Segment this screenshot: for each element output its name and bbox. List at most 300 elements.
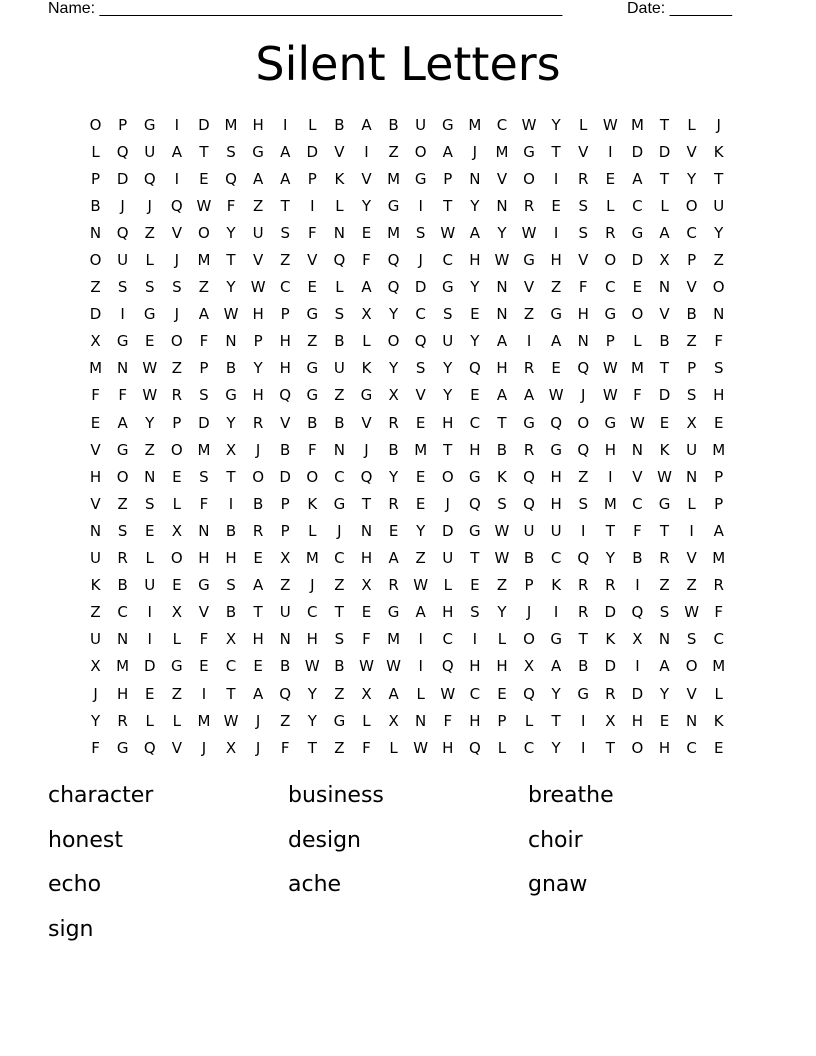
grid-letter: O	[441, 467, 454, 486]
grid-letter: U	[442, 549, 454, 568]
grid-letter: S	[686, 630, 697, 649]
grid-letter: B	[523, 549, 535, 568]
grid-letter: M	[224, 115, 238, 134]
grid-letter: Z	[171, 359, 182, 378]
grid-letter: I	[553, 603, 559, 622]
grid-letter: H	[252, 630, 264, 649]
grid-letter: F	[307, 223, 317, 242]
grid-letter: Q	[387, 251, 400, 270]
grid-letter: Y	[307, 711, 317, 730]
grid-letter: B	[578, 657, 589, 676]
grid-letter: Y	[388, 467, 399, 486]
grid-letter: H	[252, 115, 264, 134]
grid-letter: J	[472, 142, 478, 161]
grid-letter: H	[713, 386, 725, 405]
grid-letter: O	[523, 630, 535, 649]
grid-letter: T	[659, 169, 670, 188]
grid-letter: D	[441, 521, 454, 540]
grid-letter: Q	[523, 467, 535, 486]
grid-letter: S	[713, 359, 724, 378]
grid-letter: B	[334, 413, 345, 432]
grid-letter: Q	[143, 169, 156, 188]
grid-letter: Y	[90, 711, 101, 730]
grid-letter: G	[116, 738, 129, 757]
grid-letter: M	[468, 115, 482, 134]
grid-letter: D	[658, 142, 671, 161]
grid-letter: K	[361, 359, 372, 378]
grid-letter: L	[416, 684, 425, 703]
grid-letter: D	[116, 169, 129, 188]
grid-letter: N	[333, 440, 345, 459]
grid-letter: W	[223, 305, 239, 324]
grid-letter: E	[659, 413, 670, 432]
grid-letter: I	[526, 332, 532, 351]
grid-letter: L	[687, 115, 696, 134]
grid-letter: I	[147, 630, 152, 649]
grid-letter: S	[144, 494, 155, 513]
grid-letter: G	[604, 305, 617, 324]
grid-letter: T	[253, 603, 263, 622]
grid-letter: N	[117, 359, 129, 378]
grid-letter: O	[116, 467, 129, 486]
word-list-item: choir	[528, 827, 583, 853]
grid-letter: E	[388, 521, 399, 540]
grid-letter: G	[171, 657, 183, 676]
grid-letter: A	[171, 142, 182, 161]
grid-letter: S	[470, 603, 480, 622]
grid-letter: M	[305, 549, 319, 568]
grid-letter: G	[414, 169, 427, 188]
grid-letter: E	[172, 467, 182, 486]
word-list-item: honest	[48, 827, 123, 853]
grid-letter: H	[306, 630, 318, 649]
grid-letter: I	[310, 196, 315, 215]
grid-letter: P	[443, 169, 453, 188]
grid-letter: W	[440, 223, 456, 242]
grid-letter: V	[632, 467, 643, 486]
grid-letter: Q	[387, 278, 400, 297]
grid-letter: K	[605, 630, 616, 649]
grid-letter: H	[442, 738, 454, 757]
grid-letter: V	[659, 305, 670, 324]
grid-letter: Q	[468, 494, 481, 513]
grid-letter: D	[143, 657, 156, 676]
grid-letter: L	[524, 711, 534, 730]
grid-letter: V	[334, 142, 345, 161]
grid-letter: H	[496, 657, 508, 676]
grid-letter: H	[279, 359, 291, 378]
grid-letter: C	[415, 305, 426, 324]
grid-letter: W	[657, 467, 672, 486]
grid-letter: Z	[280, 251, 291, 270]
grid-letter: C	[550, 549, 562, 568]
grid-letter: H	[577, 305, 589, 324]
word-list-item: ache	[288, 872, 342, 897]
grid-letter: P	[253, 332, 263, 351]
grid-letter: O	[523, 169, 535, 188]
grid-letter: E	[144, 684, 155, 703]
grid-letter: C	[307, 603, 318, 622]
grid-letter: S	[497, 494, 507, 513]
grid-letter: C	[713, 630, 724, 649]
grid-letter: S	[659, 603, 670, 622]
grid-letter: F	[362, 630, 371, 649]
grid-letter: F	[443, 711, 453, 730]
grid-letter: C	[117, 603, 128, 622]
grid-letter: H	[198, 549, 210, 568]
grid-letter: D	[198, 413, 210, 432]
grid-letter: B	[496, 440, 508, 459]
grid-letter: A	[280, 169, 291, 188]
grid-letter: T	[551, 142, 561, 161]
grid-letter: Y	[687, 169, 697, 188]
grid-letter: O	[170, 440, 183, 459]
grid-letter: N	[496, 305, 508, 324]
grid-letter: X	[225, 440, 237, 459]
grid-letter: A	[280, 142, 291, 161]
grid-letter: V	[280, 413, 291, 432]
grid-letter: Z	[144, 223, 155, 242]
grid-letter: G	[550, 630, 562, 649]
grid-letter: Q	[550, 413, 563, 432]
grid-letter: Z	[659, 576, 670, 595]
grid-letter: W	[494, 251, 510, 270]
grid-letter: Q	[468, 359, 481, 378]
grid-letter: J	[147, 196, 152, 215]
grid-letter: Q	[143, 738, 156, 757]
grid-letter: Z	[280, 576, 291, 595]
grid-letter: V	[307, 251, 318, 270]
grid-letter: W	[440, 684, 456, 703]
grid-letter: S	[334, 305, 345, 324]
grid-letter: H	[550, 494, 562, 513]
grid-letter: T	[605, 521, 615, 540]
grid-letter: J	[174, 251, 180, 270]
grid-letter: I	[418, 630, 423, 649]
grid-letter: F	[362, 738, 371, 757]
grid-letter: N	[631, 440, 644, 459]
grid-letter: T	[199, 142, 209, 161]
grid-letter: G	[198, 576, 210, 595]
grid-letter: Z	[117, 494, 128, 513]
grid-letter: B	[117, 576, 128, 595]
grid-letter: L	[389, 738, 398, 757]
grid-letter: T	[307, 738, 317, 757]
grid-letter: N	[685, 467, 698, 486]
grid-letter: Z	[198, 278, 210, 297]
grid-letter: Y	[470, 332, 480, 351]
grid-letter: N	[89, 521, 102, 540]
grid-letter: E	[361, 603, 372, 622]
grid-letter: G	[333, 494, 346, 513]
grid-letter: X	[171, 603, 182, 622]
grid-letter: P	[280, 521, 290, 540]
grid-letter: S	[144, 278, 155, 297]
grid-letter: X	[171, 521, 182, 540]
grid-letter: W	[602, 386, 618, 405]
grid-letter: X	[686, 413, 697, 432]
grid-letter: B	[388, 440, 399, 459]
grid-letter: G	[306, 305, 319, 324]
grid-letter: S	[686, 386, 697, 405]
grid-letter: C	[605, 278, 616, 297]
grid-letter: E	[605, 169, 616, 188]
grid-letter: N	[117, 630, 129, 649]
grid-letter: H	[469, 440, 481, 459]
grid-letter: A	[252, 169, 264, 188]
grid-letter: I	[581, 521, 586, 540]
grid-letter: O	[198, 223, 210, 242]
grid-letter: C	[686, 223, 697, 242]
grid-letter: L	[443, 576, 452, 595]
grid-letter: G	[523, 142, 535, 161]
grid-letter: G	[116, 332, 129, 351]
grid-letter: Q	[441, 657, 454, 676]
grid-letter: D	[306, 142, 319, 161]
grid-letter: S	[415, 223, 426, 242]
grid-letter: Y	[443, 359, 453, 378]
grid-letter: T	[334, 603, 344, 622]
grid-letter: U	[415, 115, 427, 134]
grid-letter: O	[631, 305, 644, 324]
grid-letter: W	[602, 115, 618, 134]
grid-letter: I	[608, 467, 613, 486]
grid-letter: G	[143, 305, 156, 324]
grid-letter: S	[578, 196, 588, 215]
letter-grid	[82, 111, 732, 761]
grid-letter: R	[252, 521, 264, 540]
grid-letter: A	[551, 657, 562, 676]
word-list	[48, 778, 768, 956]
grid-letter: V	[415, 386, 426, 405]
grid-letter: I	[553, 169, 559, 188]
grid-letter: J	[418, 251, 423, 270]
grid-letter: N	[496, 196, 508, 215]
grid-letter: C	[686, 738, 697, 757]
grid-letter: J	[337, 521, 342, 540]
grid-letter: W	[413, 738, 429, 757]
grid-letter: I	[282, 115, 288, 134]
grid-letter: M	[495, 142, 509, 161]
grid-letter: Y	[443, 386, 453, 405]
grid-letter: A	[496, 386, 508, 405]
grid-letter: Q	[116, 142, 129, 161]
word-list-item: design	[288, 827, 361, 853]
grid-letter: T	[578, 630, 588, 649]
grid-letter: D	[89, 305, 102, 324]
grid-letter: M	[89, 359, 103, 378]
grid-letter: G	[550, 305, 562, 324]
word-list-item: echo	[48, 872, 102, 897]
grid-letter: X	[225, 738, 237, 757]
grid-letter: X	[523, 657, 535, 676]
grid-letter: A	[388, 549, 399, 568]
grid-letter: I	[689, 521, 694, 540]
grid-letter: N	[225, 332, 237, 351]
grid-letter: E	[551, 359, 561, 378]
grid-letter: Y	[551, 684, 561, 703]
grid-letter: A	[632, 169, 643, 188]
grid-letter: W	[684, 603, 700, 622]
grid-letter: S	[226, 142, 236, 161]
grid-letter: N	[658, 278, 671, 297]
grid-letter: M	[712, 657, 726, 676]
grid-letter: I	[364, 142, 369, 161]
grid-letter: N	[89, 223, 102, 242]
grid-letter: X	[388, 386, 399, 405]
grid-letter: B	[225, 521, 237, 540]
grid-letter: H	[604, 440, 616, 459]
grid-letter: Z	[686, 576, 697, 595]
grid-letter: L	[714, 684, 723, 703]
grid-letter: H	[279, 332, 291, 351]
grid-letter: J	[364, 440, 369, 459]
grid-letter: I	[635, 657, 640, 676]
grid-letter: H	[631, 711, 644, 730]
grid-letter: R	[117, 711, 128, 730]
grid-letter: X	[659, 251, 670, 270]
grid-letter: A	[361, 115, 372, 134]
grid-letter: Y	[361, 196, 372, 215]
grid-letter: K	[659, 440, 670, 459]
grid-letter: B	[225, 359, 237, 378]
grid-letter: J	[201, 738, 207, 757]
grid-letter: Y	[226, 413, 236, 432]
grid-letter: W	[142, 359, 158, 378]
grid-letter: O	[631, 738, 644, 757]
grid-letter: Z	[578, 467, 589, 486]
grid-letter: N	[685, 711, 698, 730]
grid-letter: N	[577, 332, 589, 351]
grid-letter: P	[172, 413, 182, 432]
grid-letter: I	[147, 603, 152, 622]
grid-letter: D	[658, 386, 671, 405]
grid-letter: D	[414, 278, 427, 297]
grid-letter: J	[716, 115, 721, 134]
grid-letter: A	[713, 521, 724, 540]
grid-letter: C	[279, 278, 291, 297]
grid-letter: E	[199, 169, 209, 188]
grid-letter: B	[659, 332, 670, 351]
grid-letter: J	[255, 440, 261, 459]
grid-letter: T	[280, 196, 290, 215]
grid-letter: L	[335, 196, 344, 215]
grid-letter: Q	[414, 332, 427, 351]
grid-letter: C	[496, 115, 508, 134]
grid-letter: A	[361, 278, 372, 297]
grid-letter: L	[362, 332, 371, 351]
grid-letter: B	[334, 657, 345, 676]
grid-letter: F	[226, 196, 236, 215]
grid-letter: X	[90, 657, 101, 676]
grid-letter: W	[142, 386, 158, 405]
grid-letter: W	[413, 576, 429, 595]
grid-letter: Z	[415, 549, 426, 568]
grid-letter: U	[117, 251, 129, 270]
grid-letter: Y	[470, 196, 480, 215]
grid-letter: Y	[226, 278, 236, 297]
grid-letter: X	[280, 549, 291, 568]
grid-letter: E	[307, 278, 318, 297]
grid-letter: A	[469, 223, 480, 242]
grid-letter: E	[253, 657, 263, 676]
grid-letter: T	[659, 115, 670, 134]
grid-letter: E	[172, 576, 182, 595]
grid-letter: F	[280, 738, 290, 757]
grid-letter: Y	[226, 223, 236, 242]
grid-letter: U	[252, 223, 264, 242]
grid-letter: I	[418, 196, 423, 215]
grid-letter: O	[604, 251, 617, 270]
grid-letter: H	[442, 413, 454, 432]
grid-letter: W	[494, 521, 510, 540]
grid-letter: R	[578, 576, 589, 595]
grid-letter: M	[387, 223, 401, 242]
grid-letter: Z	[280, 711, 291, 730]
grid-letter: E	[361, 223, 372, 242]
grid-letter: N	[144, 467, 156, 486]
grid-letter: Q	[279, 684, 292, 703]
grid-letter: I	[608, 142, 613, 161]
grid-letter: P	[714, 467, 724, 486]
grid-letter: R	[605, 223, 616, 242]
grid-letter: W	[359, 657, 374, 676]
grid-letter: Q	[360, 467, 373, 486]
grid-letter: Z	[523, 305, 535, 324]
grid-letter: P	[714, 494, 724, 513]
grid-letter: U	[333, 359, 345, 378]
grid-letter: G	[469, 467, 481, 486]
grid-letter: F	[307, 440, 317, 459]
grid-letter: J	[255, 738, 261, 757]
grid-letter: X	[361, 684, 372, 703]
grid-letter: Z	[388, 142, 399, 161]
grid-letter: D	[604, 657, 617, 676]
grid-letter: E	[253, 549, 263, 568]
grid-letter: U	[90, 630, 102, 649]
grid-letter: C	[334, 467, 345, 486]
word-list-item: business	[288, 783, 384, 808]
grid-letter: V	[171, 223, 182, 242]
grid-letter: M	[630, 115, 644, 134]
grid-letter: V	[361, 413, 372, 432]
grid-letter: S	[578, 494, 588, 513]
grid-letter: R	[523, 196, 535, 215]
grid-letter: G	[387, 196, 400, 215]
grid-letter: H	[658, 738, 671, 757]
grid-letter: F	[91, 738, 100, 757]
grid-letter: J	[310, 576, 315, 595]
grid-letter: H	[225, 549, 237, 568]
grid-letter: Z	[171, 684, 182, 703]
grid-letter: P	[524, 576, 534, 595]
grid-letter: Z	[551, 278, 562, 297]
grid-letter: F	[91, 386, 100, 405]
name-field-label: Name: ____________________________________________________	[48, 0, 563, 17]
grid-letter: K	[497, 467, 507, 486]
grid-letter: H	[469, 711, 481, 730]
grid-letter: E	[415, 467, 426, 486]
grid-letter: K	[713, 142, 724, 161]
grid-letter: P	[687, 251, 697, 270]
grid-letter: A	[415, 603, 426, 622]
grid-letter: M	[712, 440, 726, 459]
grid-letter: P	[91, 169, 101, 188]
grid-letter: I	[228, 494, 234, 513]
date-field-label: Date: _______	[627, 0, 732, 17]
grid-letter: O	[414, 142, 427, 161]
grid-letter: H	[89, 467, 102, 486]
